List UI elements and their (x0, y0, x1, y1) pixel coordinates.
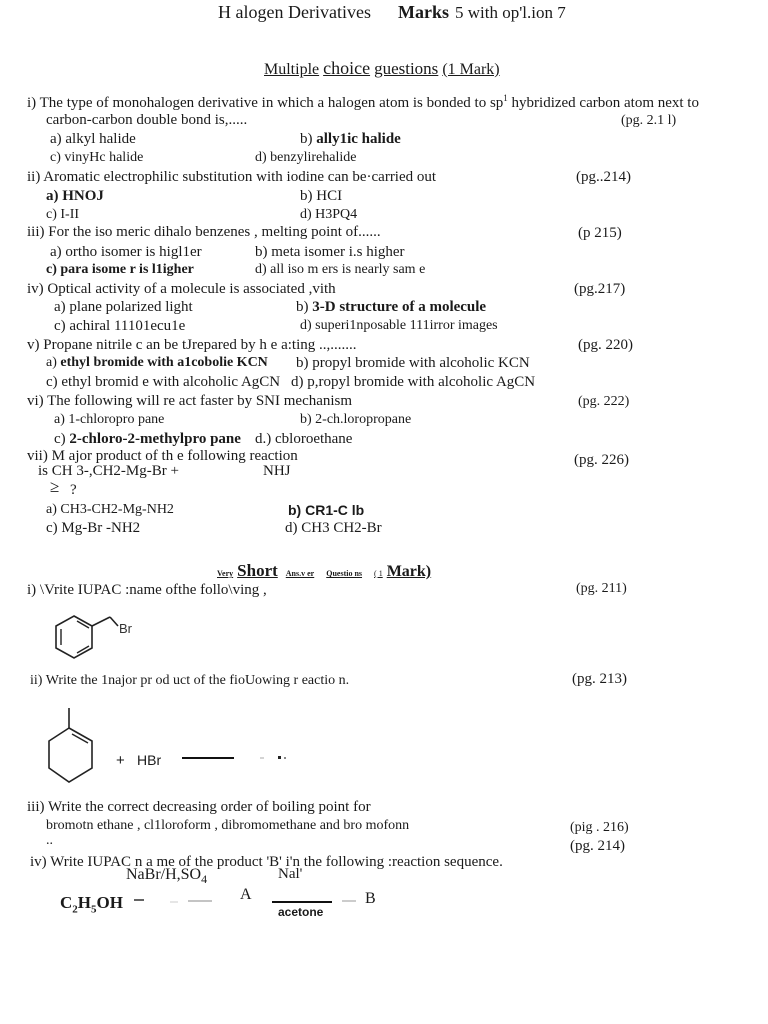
option-b: b) 2-ch.loropropane (300, 412, 412, 427)
mcq-heading-part: (1 Mark) (442, 61, 500, 78)
reagent-label (126, 866, 207, 887)
formula-part: C (60, 893, 73, 912)
page-reference: (pg. 211) (576, 581, 627, 596)
option-prefix: b) (296, 299, 313, 315)
question-mark: ? (70, 482, 77, 498)
question-stem-cont: carbon-carbon double bond is,..... (46, 112, 248, 128)
vsa-heading-part: ( 1 (374, 569, 383, 578)
superscript: 1 (503, 93, 508, 103)
page-reference: (p 215) (578, 225, 622, 241)
intermediate-a: A (240, 886, 252, 903)
vsa-question-cont: bromotn ethane , cl1loroform , dibromomethane and bro mofonn (46, 818, 410, 833)
subscript: 5 (91, 903, 97, 916)
stem-text: i) The type of monohalogen derivative in which a halogen atom is bonded to sp (27, 95, 504, 111)
product-b: B (365, 890, 376, 907)
option-b: b) propyl bromide with alcoholic KCN (296, 355, 530, 371)
page-reference: (pg. 222) (578, 394, 630, 409)
option-a: a) alkyl halide (50, 131, 136, 147)
option-c: c) vinyHc halide (50, 150, 144, 165)
formula-part: OH (96, 893, 123, 912)
option-d: d) p,ropyl bromide with alcoholic AgCN (291, 374, 536, 390)
option-c (54, 431, 241, 448)
question-stem: v) Propane nitrile c an be tJrepared by h e a:ting ..,....... (27, 337, 357, 353)
page-title: H alogen Derivatives (218, 2, 371, 22)
page-reference: (pg. 2.1 l) (621, 113, 677, 128)
stem-text: hybridized carbon atom next to (507, 95, 699, 111)
question-stem (27, 93, 699, 112)
option-d: d) all iso m ers is nearly sam e (255, 262, 426, 277)
option-a: a) CH3-CH2-Mg-NH2 (46, 502, 174, 517)
greater-equal-icon: ≥ (50, 477, 60, 496)
subscript: 4 (201, 872, 208, 887)
plus-sign: + (116, 752, 125, 769)
reaction-arrow (180, 752, 300, 764)
question-stem: vii) M ajor product of th e following reaction (27, 448, 298, 464)
reagent: HBr (137, 752, 162, 768)
option-c: c) Mg-Br -NH2 (46, 520, 141, 536)
vsa-heading-part: Very (217, 569, 234, 578)
correct-answer: ethyl bromide with a1cobolie KCN (60, 355, 268, 370)
mcq-heading-part: guestions (374, 59, 439, 78)
question-stem: iii) For the iso meric dihalo benzenes , melting point of...... (27, 224, 381, 240)
page-reference: (pg. 226) (574, 452, 629, 468)
option-c: c) achiral 11101ecu1e (54, 318, 186, 334)
page-reference: (pg..214) (576, 169, 631, 185)
option-b (296, 299, 486, 316)
option-prefix: c) (54, 431, 70, 447)
vsa-heading-part: Ans.v er (285, 569, 315, 578)
subscript: 2 (72, 903, 78, 916)
option-a: a) ortho isomer is higl1er (50, 244, 202, 260)
option-a: a) plane polarized light (54, 299, 193, 315)
bromine-label: Br (119, 621, 132, 636)
reagent: NHJ (263, 463, 291, 479)
vsa-question: iii) Write the correct decreasing order of boiling point for (27, 799, 371, 815)
question-stem: vi) The following will re act faster by SNI mechanism (27, 393, 353, 409)
correct-answer: c) para isome r is l1igher (46, 262, 194, 277)
option-d: d) superi1nposable 111irror images (300, 318, 498, 333)
option-a: a) 1-chloropro pane (54, 412, 165, 427)
reaction-arrow-1 (132, 896, 222, 906)
option-prefix: b) (300, 131, 317, 147)
marks-label: Marks (398, 2, 449, 22)
option-d: d) CH3 CH2-Br (285, 520, 382, 536)
mcq-heading (264, 58, 500, 79)
question-stem-cont: is CH 3-,CH2-Mg-Br + (38, 463, 179, 479)
page-reference: (pg.217) (574, 281, 626, 297)
vsa-question: ii) Write the 1najor pr od uct of the fioUowing r eactio n. (30, 673, 350, 688)
correct-answer: a) HNOJ (46, 188, 104, 204)
page-reference: (pg. 214) (570, 838, 625, 854)
option-b: b) HCI (300, 188, 343, 204)
option-c: c) ethyl bromid e with alcoholic AgCN (46, 374, 281, 390)
vsa-question: i) \Vrite IUPAC :name ofthe follo\ving , (27, 582, 267, 598)
question-stem: iv) Optical activity of a molecule is associated ,vith (27, 281, 336, 297)
vsa-question: iv) Write IUPAC n a me of the product 'B' i'n the following :reaction sequence. (30, 854, 503, 870)
ethanol-formula (60, 893, 123, 915)
correct-answer: 3-D structure of a molecule (312, 299, 487, 315)
vsa-heading-part: Mark) (386, 563, 432, 580)
option-b: b) meta isomer i.s higher (255, 244, 405, 260)
methylcyclohexene-structure (44, 706, 104, 790)
option-prefix: a) (46, 355, 61, 370)
question-stem: ii) Aromatic electrophilic substitution with iodine can be·carried out (27, 169, 437, 185)
vsa-heading-part: Questio ns (326, 569, 363, 578)
page-reference: (pg. 213) (572, 671, 627, 687)
mcq-heading-part: choice (323, 58, 371, 78)
option-a (46, 355, 268, 371)
marks-detail: 5 with op'l.ion 7 (455, 3, 566, 22)
solvent-label: acetone (278, 905, 324, 919)
page-reference: (pig . 216) (570, 820, 629, 835)
benzyl-bromide-structure (50, 612, 140, 662)
dots: .. (46, 833, 53, 848)
option-c: c) I-II (46, 207, 80, 222)
vsa-heading (217, 561, 431, 581)
correct-answer: ally1ic halide (316, 131, 401, 147)
mcq-heading-part: Multiple (264, 61, 320, 78)
correct-answer: b) CR1-C lb (288, 502, 365, 518)
reagent-text: NaBr/H,SO (126, 866, 202, 883)
correct-answer: 2-chloro-2-methylpro pane (69, 431, 241, 447)
vsa-heading-part: Short (237, 561, 278, 580)
option-d: d) benzylirehalide (255, 150, 357, 165)
option-b (300, 131, 401, 148)
reagent-label: Nal' (278, 866, 303, 882)
page-reference: (pg. 220) (578, 337, 633, 353)
option-d: d.) cbloroethane (255, 431, 353, 447)
formula-part: H (77, 893, 92, 912)
option-d: d) H3PQ4 (300, 207, 358, 222)
